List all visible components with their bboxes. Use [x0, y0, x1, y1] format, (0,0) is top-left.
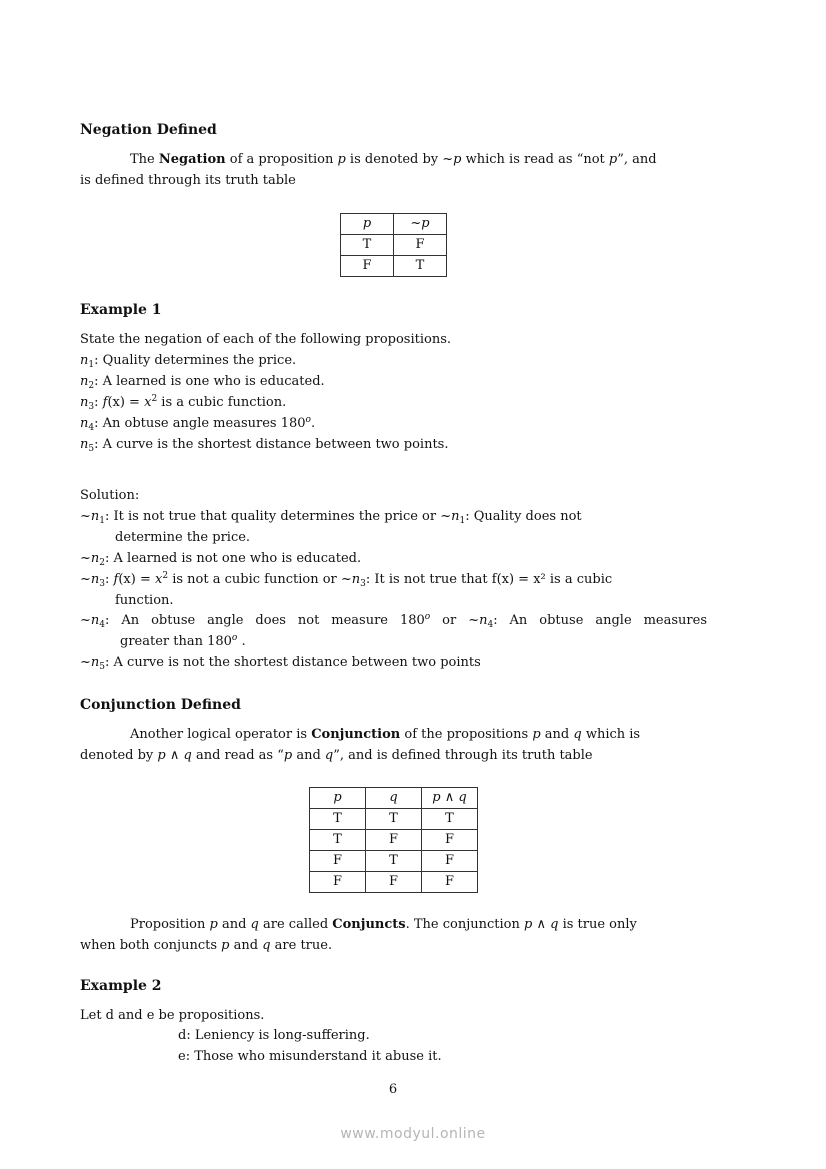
cell: T — [422, 809, 478, 830]
negation-paragraph-line1: The Negation of a proposition p is denoted by ~p which is read as “not p”, and — [130, 152, 657, 167]
conjuncts-paragraph-line2: when both conjuncts p and q are true. — [80, 938, 333, 953]
solution-label: Solution: — [80, 488, 140, 503]
table-row — [310, 830, 478, 851]
cell: T — [366, 809, 422, 830]
solution-n3: $\sim n_3$: $f(x) = x^2$ is not a cubic function or $\sim n_3$: It is not true that f(x) = x² is a cubic — [80, 571, 613, 589]
cell: T — [366, 851, 422, 872]
watermark: www.modyul.online — [340, 1126, 486, 1142]
cell: T — [310, 809, 366, 830]
cell: T — [394, 256, 447, 277]
proposition-n5: $n_5$: A curve is the shortest distance between two points. — [80, 437, 449, 454]
cell: F — [366, 830, 422, 851]
table-header: p — [310, 788, 366, 809]
proposition-n2: $n_2$: A learned is one who is educated. — [80, 374, 325, 391]
cell: F — [394, 235, 447, 256]
cell: T — [341, 235, 394, 256]
solution-n1-cont: determine the price. — [115, 530, 251, 545]
cell: F — [422, 872, 478, 893]
example1-intro: State the negation of each of the following propositions. — [80, 332, 452, 347]
cell: T — [310, 830, 366, 851]
proposition-e: e: Those who misunderstand it abuse it. — [178, 1049, 442, 1064]
cell: F — [366, 872, 422, 893]
conjuncts-paragraph-line1: Proposition p and q are called Conjuncts. The conjunction p ∧ q is true only — [130, 917, 637, 932]
cell: F — [341, 256, 394, 277]
conjunction-truth-table — [309, 787, 478, 893]
conjunction-paragraph-line1: Another logical operator is Conjunction of the propositions p and q which is — [130, 727, 641, 742]
heading-example-2: Example 2 — [80, 978, 162, 994]
heading-conjunction: Conjunction Defined — [80, 697, 241, 713]
proposition-n1: $n_1$: Quality determines the price. — [80, 353, 297, 370]
table-header: p ∧ q — [422, 788, 478, 809]
table-header: p — [341, 214, 394, 235]
table-row — [341, 256, 447, 277]
table-header: ~p — [394, 214, 447, 235]
solution-n4: $\sim n_4$: An obtuse angle does not measure 180$^o$ or $\sim n_4$: An obtuse angle measures — [80, 612, 707, 630]
cell: F — [422, 851, 478, 872]
negation-truth-table — [340, 213, 447, 277]
cell: F — [310, 872, 366, 893]
proposition-n4: $n_4$: An obtuse angle measures 180$^o$. — [80, 415, 316, 433]
solution-n4-cont: greater than 180$^o$ . — [120, 633, 246, 649]
example2-intro: Let d and e be propositions. — [80, 1008, 265, 1023]
heading-negation: Negation Defined — [80, 122, 217, 138]
table-row — [341, 235, 447, 256]
proposition-n3: $n_3$: $f(x) = x^2$ is a cubic function. — [80, 394, 287, 412]
table-row — [310, 851, 478, 872]
solution-n5: $\sim n_5$: A curve is not the shortest distance between two points — [80, 655, 481, 672]
negation-paragraph-line2: is defined through its truth table — [80, 173, 296, 188]
conjunction-paragraph-line2: denoted by p ∧ q and read as “p and q”, and is defined through its truth table — [80, 748, 593, 763]
solution-n3-cont: function. — [115, 593, 174, 608]
solution-n2: $\sim n_2$: A learned is not one who is educated. — [80, 551, 362, 568]
page-number: 6 — [388, 1082, 398, 1097]
table-header: q — [366, 788, 422, 809]
proposition-d: d: Leniency is long-suffering. — [178, 1028, 370, 1043]
heading-example-1: Example 1 — [80, 302, 162, 318]
solution-n1: $\sim n_1$: It is not true that quality determines the price or $\sim n_1$: Quality does not — [80, 509, 582, 526]
table-row — [310, 809, 478, 830]
cell: F — [310, 851, 366, 872]
table-row — [310, 872, 478, 893]
cell: F — [422, 830, 478, 851]
